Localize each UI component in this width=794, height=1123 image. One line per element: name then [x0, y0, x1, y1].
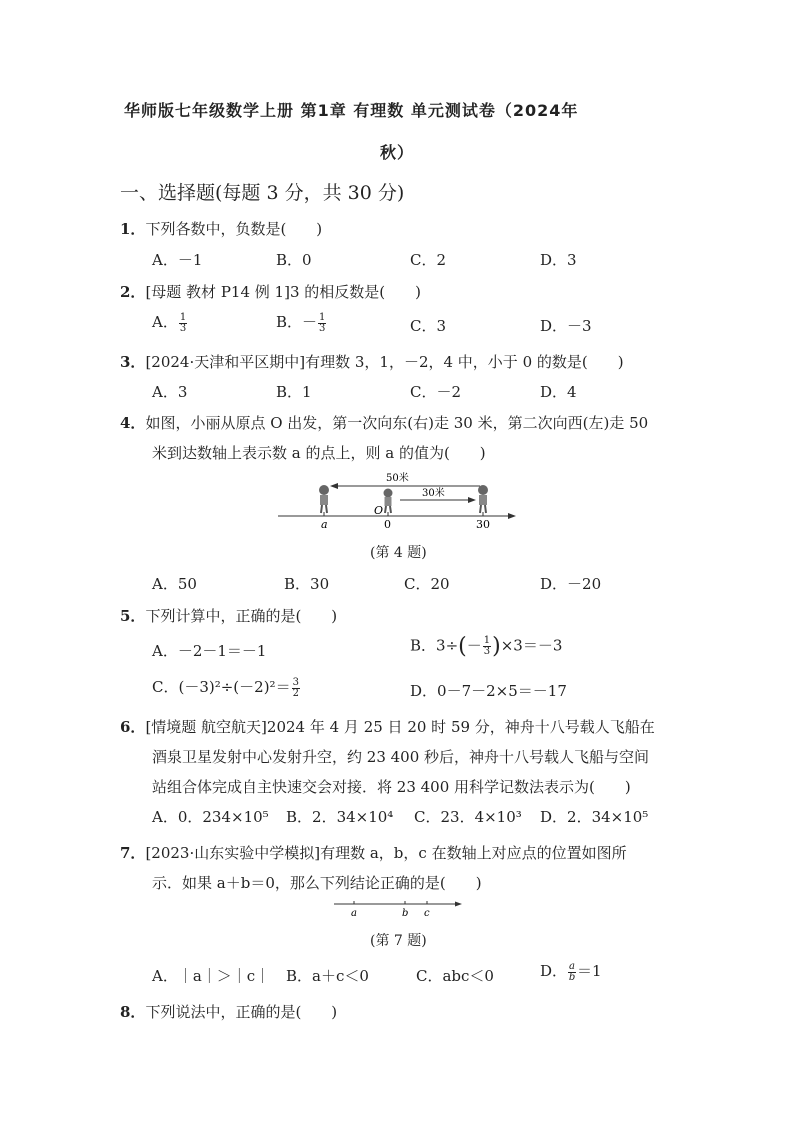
question-8 [120, 1001, 337, 1022]
question-number: 2． [120, 283, 146, 301]
q4-option-d: D．－20 [540, 575, 602, 593]
fraction [292, 678, 300, 699]
q2-option-b [276, 311, 327, 334]
question-number: 7． [120, 844, 146, 862]
fraction-numerator: 3 [292, 676, 299, 688]
option-letter: B．－ [276, 313, 318, 331]
question-2 [120, 281, 421, 302]
option-prefix: B．3÷ [410, 636, 459, 655]
left-paren: ( [458, 634, 467, 659]
q7-option-b: B．a＋c＜0 [286, 967, 369, 985]
option-letter: A． [152, 313, 178, 331]
q6-option-b: B．2．34×10⁴ [286, 808, 394, 826]
fraction-numerator: 1 [179, 311, 187, 323]
fraction-denominator: 3 [483, 646, 491, 657]
question-number: 4． [120, 414, 146, 432]
fraction-denominator: b [568, 971, 576, 983]
girl-figure-origin [384, 489, 393, 514]
tick-label-a: a [321, 518, 328, 530]
fraction-numerator: 1 [319, 311, 326, 323]
label-origin-O: O [374, 504, 384, 517]
question-6 [120, 716, 655, 737]
question-7-line2: 示．如果 a＋b＝0，那么下列结论正确的是( ) [152, 874, 482, 892]
tick-label-30: 30 [476, 518, 490, 530]
fraction [568, 962, 576, 983]
q3-option-d: D．4 [540, 383, 577, 401]
question-6-line2: 酒泉卫星发射中心发射升空，约 23 400 秒后，神舟十八号载人飞船与空间 [152, 748, 650, 766]
question-text: [情境题 航空航天]2024 年 4 月 25 日 20 时 59 分，神舟十八号载人飞船在 [145, 718, 655, 736]
q2-option-d: D．－3 [540, 317, 592, 335]
figure-caption-q7: (第 7 题) [370, 933, 427, 949]
question-1 [120, 218, 322, 239]
right-paren: ) [492, 634, 501, 659]
q7-number-line-figure [330, 896, 466, 922]
fraction [179, 313, 187, 334]
question-text: [2024·天津和平区期中]有理数 3，1，－2，4 中，小于 0 的数是( ) [145, 353, 624, 371]
q4-option-b: B．30 [284, 575, 330, 593]
fraction-denominator: 2 [292, 687, 299, 699]
question-3 [120, 351, 624, 372]
option-suffix: ＝1 [577, 962, 602, 980]
question-7 [120, 842, 627, 863]
q5-option-c [152, 676, 301, 699]
girl-figure-left [319, 485, 329, 513]
figure-caption-q4: (第 4 题) [370, 545, 427, 561]
q1-option-a: A．－1 [152, 251, 203, 269]
q7-option-a: A．｜a｜＞｜c｜ [152, 967, 271, 985]
question-text: 下列说法中，正确的是( ) [145, 1003, 338, 1021]
fraction-denominator: 3 [319, 322, 326, 334]
q4-option-a: A．50 [152, 575, 197, 593]
q4-option-c: C．20 [404, 575, 450, 593]
question-text: 如图，小丽从原点 O 出发，第一次向东(右)走 30 米，第二次向西(左)走 50 [145, 414, 649, 432]
question-text: 下列各数中，负数是( ) [145, 220, 323, 238]
fraction [483, 636, 491, 657]
q6-option-d: D．2．34×10⁵ [540, 808, 649, 826]
arrow-50m-head [330, 483, 338, 489]
q6-option-a: A．0．234×10⁵ [152, 808, 269, 826]
fraction-denominator: 3 [179, 322, 187, 334]
question-text: [2023·山东实验中学模拟]有理数 a，b，c 在数轴上对应点的位置如图所 [145, 844, 627, 862]
option-letter: D． [540, 962, 568, 980]
tick-label-c: c [424, 908, 430, 919]
question-text: 下列计算中，正确的是( ) [145, 607, 338, 625]
fraction-numerator: 1 [483, 635, 491, 646]
q5-option-b [410, 634, 562, 659]
q7-option-c: C．abc＜0 [416, 967, 494, 985]
q3-option-c: C．－2 [410, 383, 462, 401]
q3-option-a: A．3 [152, 383, 188, 401]
question-number: 6． [120, 718, 146, 736]
q2-option-a [152, 311, 188, 334]
axis-arrow [508, 513, 516, 519]
girl-figure-right [478, 485, 488, 513]
section-heading-choice: 一、选择题(每题 3 分，共 30 分) [120, 182, 405, 204]
option-prefix: C．(－3)²÷(－2)²＝ [152, 678, 291, 696]
q1-option-d: D．3 [540, 251, 577, 269]
q1-option-b: B．0 [276, 251, 312, 269]
question-4-line2: 米到达数轴上表示数 a 的点上，则 a 的值为( ) [152, 444, 486, 462]
tick-label-b: b [402, 908, 409, 919]
q4-number-line-figure [270, 468, 530, 530]
q3-option-b: B．1 [276, 383, 312, 401]
option-suffix: ×3＝－3 [500, 636, 563, 655]
q5-option-d: D．0－7－2×5＝－17 [410, 682, 567, 700]
question-number: 3． [120, 353, 146, 371]
label-50m: 50米 [386, 473, 409, 484]
minus-sign: － [466, 636, 482, 655]
question-6-line3: 站组合体完成自主快速交会对接．将 23 400 用科学记数法表示为( ) [152, 778, 631, 796]
tick-label-a: a [351, 908, 357, 919]
arrow-30m-head [468, 497, 476, 503]
question-number: 1． [120, 220, 146, 238]
exam-title-line1: 华师版七年级数学上册 第1章 有理数 单元测试卷（2024年 [124, 101, 579, 120]
question-5 [120, 605, 337, 626]
question-number: 5． [120, 607, 146, 625]
label-30m: 30米 [422, 488, 445, 499]
fraction [318, 313, 326, 334]
question-text: [母题 教材 P14 例 1]3 的相反数是( ) [145, 283, 421, 301]
axis-arrow [455, 902, 462, 907]
q7-option-d [540, 960, 602, 983]
q1-option-c: C．2 [410, 251, 447, 269]
q5-option-a: A．－2－1＝－1 [152, 642, 267, 660]
q6-option-c: C．23．4×10³ [414, 808, 522, 826]
q2-option-c: C．3 [410, 317, 447, 335]
question-4 [120, 412, 648, 433]
question-number: 8． [120, 1003, 146, 1021]
fraction-numerator: a [569, 960, 575, 972]
exam-title-line2: 秋） [380, 143, 415, 162]
tick-label-0: 0 [384, 518, 391, 530]
